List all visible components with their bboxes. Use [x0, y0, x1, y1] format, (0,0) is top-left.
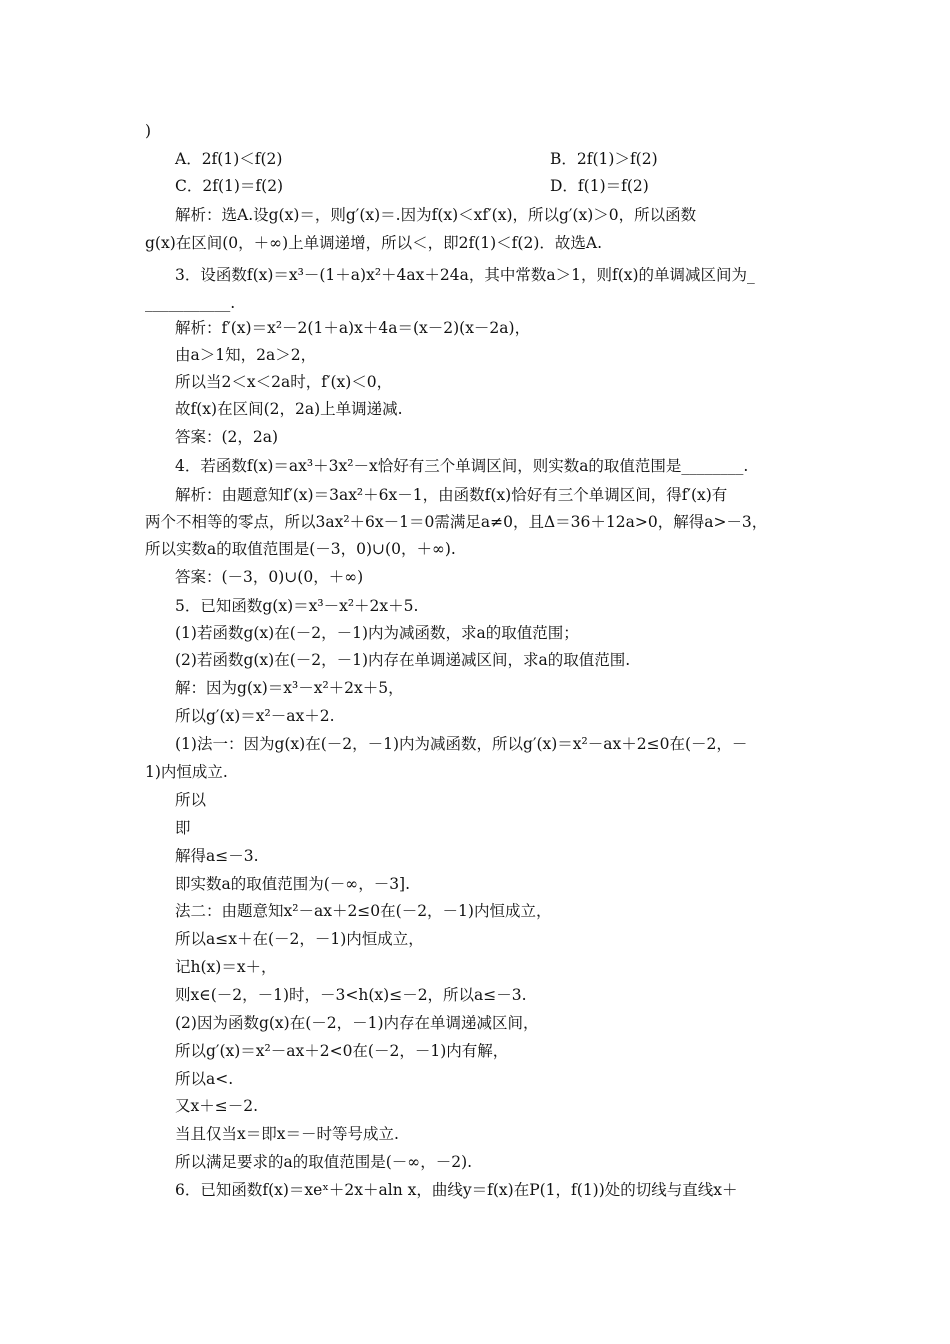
- question-5: 5．已知函数g(x)＝x³－x²＋2x＋5.: [175, 597, 419, 615]
- text-line: 解得a≤－3.: [175, 847, 259, 865]
- question-3: 3．设函数f(x)＝x³－(1＋a)x²＋4ax＋24a，其中常数a＞1，则f(x)的单调减区间为_: [175, 266, 755, 284]
- text-line: (1)若函数g(x)在(－2，－1)内为减函数，求a的取值范围；: [175, 624, 579, 642]
- text-line: 由a＞1知，2a＞2，: [175, 346, 317, 364]
- text-line: 所以a<.: [175, 1070, 234, 1088]
- text-line: 解析：由题意知f′(x)＝3ax²＋6x－1，由函数f(x)恰好有三个单调区间，得f′(x)有: [175, 486, 728, 504]
- text-line: ___________.: [145, 294, 236, 312]
- text-line: (2)因为函数g(x)在(－2，－1)内存在单调递减区间，: [175, 1014, 539, 1032]
- text-line: 所以满足要求的a的取值范围是(－∞，－2).: [175, 1153, 473, 1171]
- text-line: 法二：由题意知x²－ax＋2≤0在(－2，－1)内恒成立，: [175, 902, 552, 920]
- text-line: (2)若函数g(x)在(－2，－1)内存在单调递减区间，求a的取值范围.: [175, 651, 631, 669]
- question-4: 4．若函数f(x)＝ax³＋3x²－x恰好有三个单调区间，则实数a的取值范围是________.: [175, 457, 749, 475]
- text-line: 则x∈(－2，－1)时，－3<h(x)≤－2，所以a≤－3.: [175, 986, 527, 1004]
- option-a: A．2f(1)＜f(2): [175, 150, 283, 168]
- text-line: g(x)在区间(0，＋∞)上单调递增，所以＜，即2f(1)＜f(2)．故选A.: [145, 234, 602, 252]
- text-line: 所以当2＜x＜2a时，f′(x)＜0，: [175, 373, 393, 391]
- option-d: D．f(1)＝f(2): [550, 177, 649, 195]
- text-line: 又x＋≤－2.: [175, 1097, 259, 1115]
- text-line: 两个不相等的零点，所以3ax²＋6x－1＝0需满足a≠0，且Δ＝36＋12a>0，解得a>－3，: [145, 513, 768, 531]
- text-line: 1)内恒成立.: [145, 763, 228, 781]
- text-line: 即: [175, 819, 191, 837]
- text-line: 故f(x)在区间(2，2a)上单调递减.: [175, 400, 403, 418]
- text-line: 解：因为g(x)＝x³－x²＋2x＋5，: [175, 679, 404, 697]
- option-b: B．2f(1)＞f(2): [550, 150, 658, 168]
- text-line: 即实数a的取值范围为(－∞，－3].: [175, 875, 411, 893]
- text-line: 当且仅当x＝即x＝－时等号成立.: [175, 1125, 399, 1143]
- text-line: 记h(x)＝x＋，: [175, 958, 277, 976]
- text-line: 解析：f′(x)＝x²－2(1＋a)x＋4a＝(x－2)(x－2a)，: [175, 319, 531, 337]
- text-line: ): [145, 122, 152, 140]
- text-line: 所以g′(x)＝x²－ax＋2<0在(－2，－1)内有解，: [175, 1042, 509, 1060]
- text-line: 解析：选A.设g(x)＝，则g′(x)＝.因为f(x)＜xf′(x)，所以g′(x)＞0，所以函数: [175, 206, 697, 224]
- answer-line: 答案：(－3，0)∪(0，＋∞): [175, 568, 364, 586]
- text-line: 所以a≤x＋在(－2，－1)内恒成立，: [175, 930, 424, 948]
- text-line: 所以g′(x)＝x²－ax＋2.: [175, 707, 335, 725]
- question-6: 6．已知函数f(x)＝xeˣ＋2x＋aln x，曲线y＝f(x)在P(1，f(1))处的切线与直线x＋: [175, 1181, 738, 1199]
- text-line: 所以实数a的取值范围是(－3，0)∪(0，＋∞).: [145, 540, 456, 558]
- text-line: 所以: [175, 791, 207, 809]
- text-line: (1)法一：因为g(x)在(－2，－1)内为减函数，所以g′(x)＝x²－ax＋2≤0在(－2，－: [175, 735, 748, 753]
- answer-line: 答案：(2，2a): [175, 428, 279, 446]
- option-c: C．2f(1)＝f(2): [175, 177, 284, 195]
